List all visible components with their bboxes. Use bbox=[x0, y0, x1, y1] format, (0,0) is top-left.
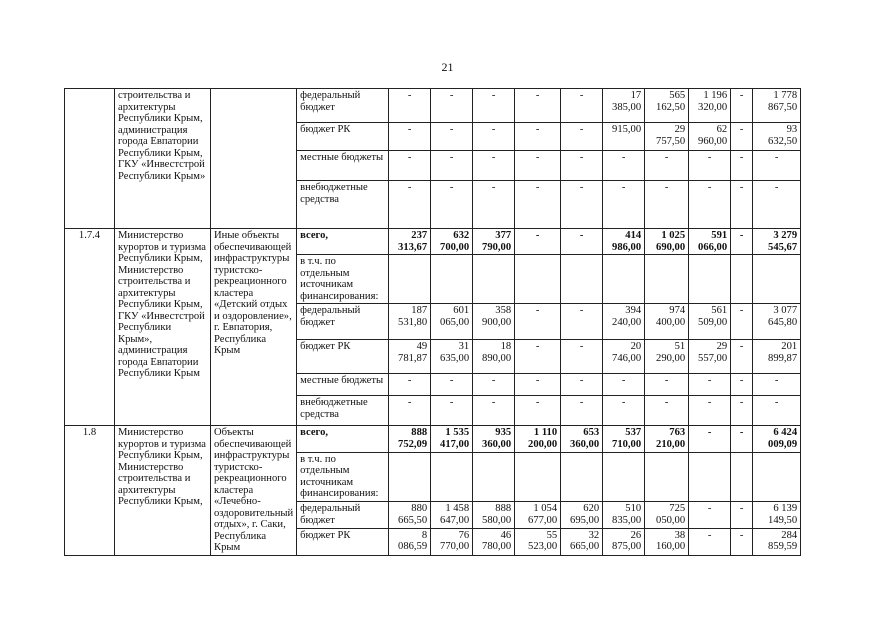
source-label-federal: федеральный бюджет bbox=[297, 502, 389, 529]
total-value-6: 414 986,00 bbox=[603, 229, 645, 255]
local-value-3: - bbox=[473, 151, 515, 181]
source-label-rk: бюджет РК bbox=[297, 123, 389, 151]
federal-value-9: - bbox=[731, 304, 753, 340]
extra-value-8: - bbox=[689, 396, 731, 426]
rk-value-10: 93 632,50 bbox=[753, 123, 801, 151]
empty-cell bbox=[389, 452, 431, 502]
extra-value-7: - bbox=[645, 396, 689, 426]
extra-value-5: - bbox=[561, 396, 603, 426]
federal-value-4: - bbox=[515, 89, 561, 123]
local-value-7: - bbox=[645, 374, 689, 396]
extra-value-2: - bbox=[431, 396, 473, 426]
local-value-10: - bbox=[753, 151, 801, 181]
federal-value-2: 1 458 647,00 bbox=[431, 502, 473, 529]
object-cell: Иные объекты обеспечивающей инфраструктуры туристско-рекреационного кластера «Детский отдых и оздоровление», г. Евпатория, Республика Крым bbox=[211, 229, 297, 426]
total-value-1: 888 752,09 bbox=[389, 426, 431, 453]
federal-value-10: 1 778 867,50 bbox=[753, 89, 801, 123]
total-value-8: - bbox=[689, 426, 731, 453]
extra-value-3: - bbox=[473, 396, 515, 426]
extra-value-4: - bbox=[515, 396, 561, 426]
federal-value-2: - bbox=[431, 89, 473, 123]
rk-value-3: 46 780,00 bbox=[473, 528, 515, 555]
empty-cell bbox=[473, 452, 515, 502]
table-row bbox=[65, 229, 801, 255]
local-value-1: - bbox=[389, 374, 431, 396]
empty-cell bbox=[689, 452, 731, 502]
federal-value-2: 601 065,00 bbox=[431, 304, 473, 340]
rk-value-7: 29 757,50 bbox=[645, 123, 689, 151]
total-value-10: 3 279 545,67 bbox=[753, 229, 801, 255]
federal-value-1: 187 531,80 bbox=[389, 304, 431, 340]
rk-value-10: 284 859,59 bbox=[753, 528, 801, 555]
local-value-9: - bbox=[731, 151, 753, 181]
total-value-7: 1 025 690,00 bbox=[645, 229, 689, 255]
local-value-9: - bbox=[731, 374, 753, 396]
total-value-6: 537 710,00 bbox=[603, 426, 645, 453]
rk-value-1: 49 781,87 bbox=[389, 340, 431, 374]
local-value-8: - bbox=[689, 151, 731, 181]
extra-value-9: - bbox=[731, 181, 753, 229]
source-label-federal: федеральный бюджет bbox=[297, 89, 389, 123]
rk-value-5: - bbox=[561, 123, 603, 151]
source-label-extra: внебюджетные средства bbox=[297, 181, 389, 229]
rk-value-3: - bbox=[473, 123, 515, 151]
item-code: 1.8 bbox=[65, 426, 115, 556]
empty-cell bbox=[731, 255, 753, 304]
federal-value-9: - bbox=[731, 502, 753, 529]
rk-value-7: 38 160,00 bbox=[645, 528, 689, 555]
empty-cell bbox=[515, 452, 561, 502]
rk-value-5: - bbox=[561, 340, 603, 374]
federal-value-8: 1 196 320,00 bbox=[689, 89, 731, 123]
code-cell bbox=[65, 89, 115, 229]
federal-value-3: - bbox=[473, 89, 515, 123]
total-value-9: - bbox=[731, 229, 753, 255]
page-number: 21 bbox=[441, 60, 454, 74]
federal-value-8: - bbox=[689, 502, 731, 529]
extra-value-3: - bbox=[473, 181, 515, 229]
federal-value-3: 888 580,00 bbox=[473, 502, 515, 529]
extra-value-6: - bbox=[603, 181, 645, 229]
rk-value-5: 32 665,00 bbox=[561, 528, 603, 555]
rk-value-1: - bbox=[389, 123, 431, 151]
total-value-4: 1 110 200,00 bbox=[515, 426, 561, 453]
local-value-2: - bbox=[431, 374, 473, 396]
rk-value-6: 20 746,00 bbox=[603, 340, 645, 374]
item-code: 1.7.4 bbox=[65, 229, 115, 426]
empty-cell bbox=[561, 255, 603, 304]
federal-value-5: 620 695,00 bbox=[561, 502, 603, 529]
empty-cell bbox=[731, 452, 753, 502]
empty-cell bbox=[515, 255, 561, 304]
extra-value-2: - bbox=[431, 181, 473, 229]
total-value-2: 632 700,00 bbox=[431, 229, 473, 255]
empty-cell bbox=[689, 255, 731, 304]
total-value-5: - bbox=[561, 229, 603, 255]
rk-value-10: 201 899,87 bbox=[753, 340, 801, 374]
extra-value-10: - bbox=[753, 396, 801, 426]
source-label-local: местные бюджеты bbox=[297, 374, 389, 396]
total-value-2: 1 535 417,00 bbox=[431, 426, 473, 453]
extra-value-1: - bbox=[389, 396, 431, 426]
rk-value-9: - bbox=[731, 123, 753, 151]
empty-cell bbox=[645, 452, 689, 502]
federal-value-9: - bbox=[731, 89, 753, 123]
source-label-total: всего, bbox=[297, 229, 389, 255]
rk-value-8: 62 960,00 bbox=[689, 123, 731, 151]
rk-value-6: 26 875,00 bbox=[603, 528, 645, 555]
executor-cell: Министерство курортов и туризма Республики Крым, Министерство строительства и архитектуры Республики Крым, bbox=[115, 426, 211, 556]
source-label-extra: внебюджетные средства bbox=[297, 396, 389, 426]
rk-value-9: - bbox=[731, 528, 753, 555]
source-label-incl: в т.ч. по отдельным источникам финансирования: bbox=[297, 255, 389, 304]
local-value-10: - bbox=[753, 374, 801, 396]
empty-cell bbox=[645, 255, 689, 304]
total-value-3: 935 360,00 bbox=[473, 426, 515, 453]
extra-value-1: - bbox=[389, 181, 431, 229]
extra-value-4: - bbox=[515, 181, 561, 229]
local-value-5: - bbox=[561, 374, 603, 396]
source-label-local: местные бюджеты bbox=[297, 151, 389, 181]
federal-value-5: - bbox=[561, 89, 603, 123]
local-value-2: - bbox=[431, 151, 473, 181]
object-cell: Объекты обеспечивающей инфраструктуры туристско-рекреационного кластера «Лечебно-оздоровительный отдых», г. Саки, Республика Крым bbox=[211, 426, 297, 556]
federal-value-4: 1 054 677,00 bbox=[515, 502, 561, 529]
local-value-7: - bbox=[645, 151, 689, 181]
rk-value-9: - bbox=[731, 340, 753, 374]
total-value-7: 763 210,00 bbox=[645, 426, 689, 453]
empty-cell bbox=[603, 452, 645, 502]
local-value-8: - bbox=[689, 374, 731, 396]
rk-value-3: 18 890,00 bbox=[473, 340, 515, 374]
empty-cell bbox=[753, 452, 801, 502]
budget-table bbox=[64, 88, 801, 556]
total-value-5: 653 360,00 bbox=[561, 426, 603, 453]
local-value-6: - bbox=[603, 151, 645, 181]
federal-value-1: - bbox=[389, 89, 431, 123]
rk-value-2: 76 770,00 bbox=[431, 528, 473, 555]
total-value-3: 377 790,00 bbox=[473, 229, 515, 255]
source-label-total: всего, bbox=[297, 426, 389, 453]
empty-cell bbox=[753, 255, 801, 304]
executor-cell: строительства и архитектуры Республики Крым, администрация города Евпатории Республики Крым, ГКУ «Инвестстрой Республики Крым» bbox=[115, 89, 211, 229]
rk-value-1: 8 086,59 bbox=[389, 528, 431, 555]
federal-value-1: 880 665,50 bbox=[389, 502, 431, 529]
local-value-6: - bbox=[603, 374, 645, 396]
federal-value-6: 17 385,00 bbox=[603, 89, 645, 123]
total-value-9: - bbox=[731, 426, 753, 453]
local-value-1: - bbox=[389, 151, 431, 181]
federal-value-10: 3 077 645,80 bbox=[753, 304, 801, 340]
rk-value-4: 55 523,00 bbox=[515, 528, 561, 555]
local-value-4: - bbox=[515, 151, 561, 181]
rk-value-8: - bbox=[689, 528, 731, 555]
source-label-rk: бюджет РК bbox=[297, 340, 389, 374]
rk-value-4: - bbox=[515, 340, 561, 374]
federal-value-7: 565 162,50 bbox=[645, 89, 689, 123]
local-value-4: - bbox=[515, 374, 561, 396]
table-row bbox=[65, 426, 801, 453]
rk-value-7: 51 290,00 bbox=[645, 340, 689, 374]
federal-value-5: - bbox=[561, 304, 603, 340]
table-row bbox=[65, 89, 801, 123]
federal-value-7: 974 400,00 bbox=[645, 304, 689, 340]
empty-cell bbox=[389, 255, 431, 304]
extra-value-5: - bbox=[561, 181, 603, 229]
local-value-3: - bbox=[473, 374, 515, 396]
extra-value-6: - bbox=[603, 396, 645, 426]
total-value-1: 237 313,67 bbox=[389, 229, 431, 255]
extra-value-9: - bbox=[731, 396, 753, 426]
federal-value-4: - bbox=[515, 304, 561, 340]
rk-value-2: 31 635,00 bbox=[431, 340, 473, 374]
extra-value-7: - bbox=[645, 181, 689, 229]
source-label-incl: в т.ч. по отдельным источникам финансирования: bbox=[297, 452, 389, 502]
federal-value-6: 510 835,00 bbox=[603, 502, 645, 529]
executor-cell: Министерство курортов и туризма Республики Крым, Министерство строительства и архитектуры Республики Крым, ГКУ «Инвестстрой Республики Крым», администрация города Евпатории Республики Крым bbox=[115, 229, 211, 426]
federal-value-6: 394 240,00 bbox=[603, 304, 645, 340]
federal-value-10: 6 139 149,50 bbox=[753, 502, 801, 529]
total-value-4: - bbox=[515, 229, 561, 255]
total-value-8: 591 066,00 bbox=[689, 229, 731, 255]
source-label-federal: федеральный бюджет bbox=[297, 304, 389, 340]
object-cell bbox=[211, 89, 297, 229]
rk-value-4: - bbox=[515, 123, 561, 151]
federal-value-3: 358 900,00 bbox=[473, 304, 515, 340]
source-label-rk: бюджет РК bbox=[297, 528, 389, 555]
empty-cell bbox=[473, 255, 515, 304]
total-value-10: 6 424 009,09 bbox=[753, 426, 801, 453]
rk-value-8: 29 557,00 bbox=[689, 340, 731, 374]
extra-value-8: - bbox=[689, 181, 731, 229]
rk-value-2: - bbox=[431, 123, 473, 151]
empty-cell bbox=[561, 452, 603, 502]
rk-value-6: 915,00 bbox=[603, 123, 645, 151]
empty-cell bbox=[603, 255, 645, 304]
empty-cell bbox=[431, 452, 473, 502]
local-value-5: - bbox=[561, 151, 603, 181]
federal-value-7: 725 050,00 bbox=[645, 502, 689, 529]
empty-cell bbox=[431, 255, 473, 304]
extra-value-10: - bbox=[753, 181, 801, 229]
federal-value-8: 561 509,00 bbox=[689, 304, 731, 340]
